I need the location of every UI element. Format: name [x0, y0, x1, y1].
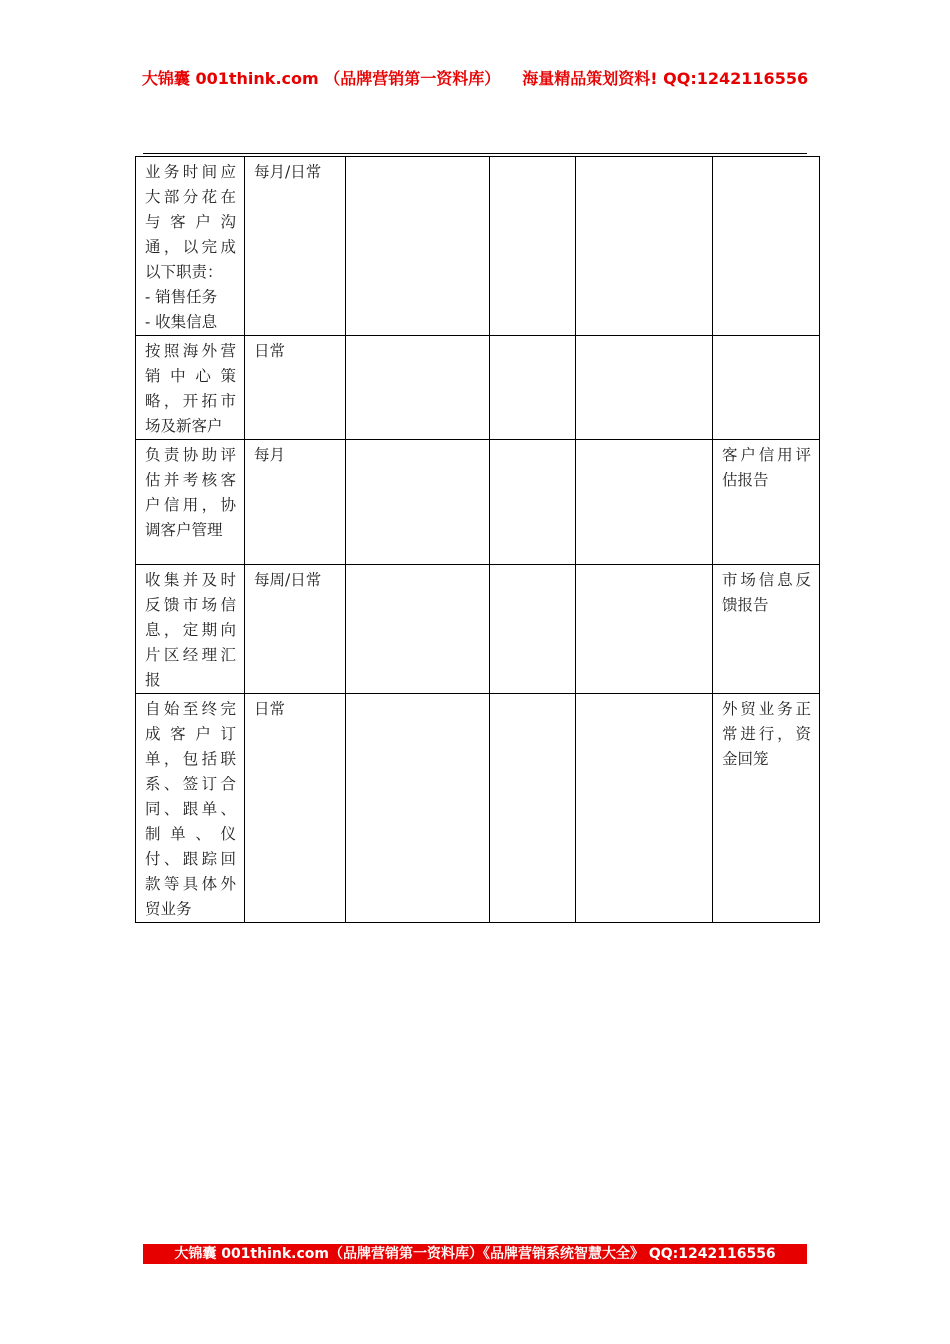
duty-text: 业务时间应大部分花在与客户沟通，以完成以下职责：	[145, 163, 236, 281]
table-row	[136, 336, 820, 440]
duty-text: 收集并及时反馈市场信息，定期向片区经理汇报	[145, 571, 236, 689]
duty-cell	[136, 336, 245, 440]
empty-cell	[490, 694, 576, 923]
header-tagline: （品牌营销第一资料库）	[324, 69, 501, 88]
empty-cell	[490, 336, 576, 440]
duty-cell	[136, 440, 245, 565]
table-row	[136, 565, 820, 694]
empty-cell	[490, 157, 576, 336]
header-qq: QQ:1242116556	[663, 69, 809, 88]
empty-cell	[490, 565, 576, 694]
output-cell	[713, 157, 820, 336]
empty-cell	[576, 565, 713, 694]
output-cell: 市场信息反馈报告	[713, 565, 820, 694]
duty-cell	[136, 565, 245, 694]
frequency-cell: 日常	[245, 694, 346, 923]
empty-cell	[346, 336, 490, 440]
duty-text: 负责协助评估并考核客户信用，协调客户管理	[145, 446, 236, 539]
empty-cell	[346, 440, 490, 565]
empty-cell	[346, 157, 490, 336]
empty-cell	[346, 694, 490, 923]
duty-text: 自始至终完成客户订单，包括联系、签订合同、跟单、制单、仪付、跟踪回款等具体外贸业务	[145, 700, 236, 918]
empty-cell	[490, 440, 576, 565]
duty-cell	[136, 157, 245, 336]
empty-cell	[576, 440, 713, 565]
output-cell	[713, 336, 820, 440]
duty-table	[135, 156, 820, 923]
output-cell: 客户信用评估报告	[713, 440, 820, 565]
empty-cell	[346, 565, 490, 694]
duty-cell	[136, 694, 245, 923]
duty-text: - 销售任务	[145, 288, 218, 306]
empty-cell	[576, 694, 713, 923]
duty-text: - 收集信息	[145, 313, 218, 331]
header-banner	[0, 66, 950, 89]
empty-cell	[576, 157, 713, 336]
frequency-cell: 每月/日常	[245, 157, 346, 336]
header-slogan: 海量精品策划资料!	[522, 69, 658, 88]
footer-banner: 大锦囊 001think.com（品牌营销第一资料库）《品牌营销系统智慧大全》 QQ:1242116556	[143, 1244, 807, 1264]
empty-cell	[576, 336, 713, 440]
duty-text: 按照海外营销中心策略，开拓市场及新客户	[145, 342, 236, 435]
output-cell: 外贸业务正常进行，资金回笼	[713, 694, 820, 923]
header-site: 001think.com	[195, 69, 319, 88]
header-brand: 大锦囊	[141, 69, 190, 88]
frequency-cell: 每周/日常	[245, 565, 346, 694]
table-row	[136, 440, 820, 565]
frequency-cell: 每月	[245, 440, 346, 565]
table-row	[136, 694, 820, 923]
table-row	[136, 157, 820, 336]
header-rule	[143, 153, 807, 154]
frequency-cell: 日常	[245, 336, 346, 440]
